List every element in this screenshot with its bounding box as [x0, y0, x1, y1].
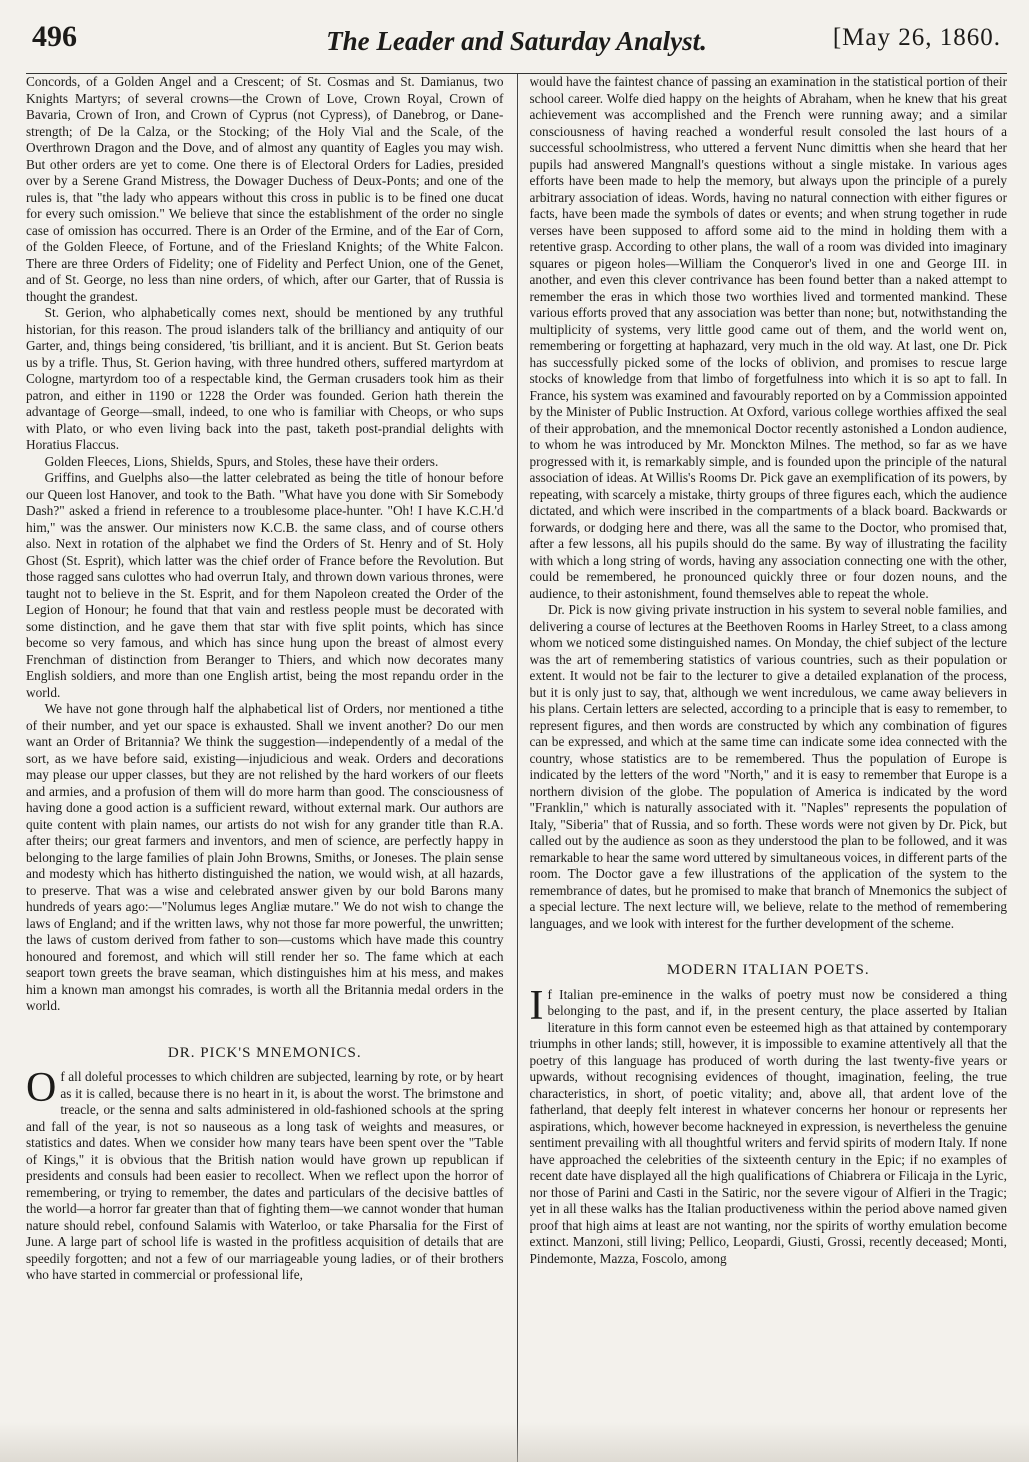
- issue-date: [May 26, 1860.: [832, 24, 1001, 51]
- page-number: 496: [32, 20, 77, 53]
- paragraph: We have not gone through half the alphabetical list of Orders, nor mentioned a tithe of their number, and yet our space is exhausted. Shall we invent another? Do our men want an Order of Britannia? We think the suggestion—independently of a medal of the sort, as we have before said, existing—injudicious and weak. Orders and decorations may please our upper classes, but they are not relished by the hard workers of our fleets and armies, and a profusion of them will do more harm than good. The consciousness of having done a good action is a sufficient reward, without external mark. Our authors are quite content with plain names, our artists do not wish for any grander title than R.A. after theirs; our great farmers and inventors, and men of science, are perfectly happy in belonging to the large families of plain John Browns, Smiths, or Joneses. The plain sense and modesty which has hitherto distinguished the nation, we would wish, at all hazards, to preserve. That was a wise and celebrated answer given by our bold Barons many hundreds of years ago:—"Nolumus leges Angliæ mutare." We do not wish to change the laws of England; and if the written laws, why not those far more powerful, the unwritten; the laws of custom derived from father to son—customs which have made this country honoured and foremost, and which will still render her so. The fame which at each seaport town greets the brave seaman, which distinguishes him at his mess, and makes him a known man amongst his comrades, is worth all the Britannia medal orders in the world.: [26, 701, 504, 1013]
- paragraph: would have the faintest chance of passing an examination in the statistical portion of their school career. Wolfe died happy on the heights of Abraham, when he knew that his great achievement was accomplished and the French were running away; and a similar consciousness of having reached a wonderful result consoled the last hours of a successful schoolmistress, who uttered a fervent Nunc dimittis when she heard that her pupils had answered Mangnall's questions without a single mistake. In various ages efforts have been made to help the memory, but always upon the principle of a purely arbitrary association of ideas. Words, having no natural connection with either figures or facts, have been made the symbols of dates or events; and when strung together in rude verses have been supposed to afford some aid to the mind in holding them with a retentive grasp. According to other plans, the wall of a room was divided into imaginary squares or pigeon holes—William the Conqueror's lived in one and George III. in another, and even this clever contrivance has been found better than a naked attempt to remember the eras in which those two worthies lived and tormented mankind. These various efforts proved that any association was better than none; but, notwithstanding the multiplicity of systems, very little good came out of them, and the world went on, remembering or forgetting at haphazard, very much in the old way. At last, one Dr. Pick has successfully picked some of the locks of oblivion, and promises to rescue large stocks of knowledge from that limbo of forgetfulness into which it is so apt to fall. In France, his system was examined and favourably reported on by a Commission appointed by the Minister of Public Instruction. At Oxford, various college worthies affixed the seal of their approbation, and the mnemonical Doctor recently astonished a London audience, to whom he was introduced by Mr. Monckton Milnes. The method, so far as we have progressed with it, is remarkably simple, and is founded upon the principle of the natural association of ideas. At Willis's Rooms Dr. Pick gave an exemplification of its powers, by repeating, with scarcely a mistake, thirty groups of three figures each, which the audience dictated, and which were inscribed in the compartments of a black board. Backwards or forwards, or dodging here and there, was all the same to the Doctor, who promised that, after a few lessons, all his pupils should do the same. By way of illustrating the facility with which a long string of words, having any association connecting one with the other, could be remembered, he pronounced quickly three or four dozen nouns, and the audience, to their astonishment, found themselves able to repeat the whole.: [529, 74, 1007, 601]
- paragraph: If Italian pre-eminence in the walks of poetry must now be considered a thing belonging to the past, and if, in the present century, the place asserted by Italian literature in this form cannot even be esteemed high as that attained by contemporary triumphs in other lands; still, however, it is impossible to examine attentively all that the poetry of this language has produced of worth during the last twenty-five years or upwards, without recognising evidences of thought, imagination, feeling, the true characteristics, in short, of poetic vitality; and, above all, that ardent love of the fatherland, that deeply felt interest in whatever concerns her honour or represents her aspirations, which, however become hackneyed in expression, is nevertheless the genuine sentiment prevailing with all thoughtful writers and fervid spirits of modern Italy. If none have approached the celebrities of the sixteenth century in the Epic; if no examples of recent date have displayed all the high qualifications of Chiabrera or Filicaja in the Lyric, nor those of Parini and Casti in the Satiric, nor the severe vigour of Alfieri in the Tragic; yet in all these walks has the Italian productiveness within the period above named given proof that high aims at least are not wanting, nor the spirits of worthy emulation become extinct. Manzoni, still living; Pellico, Leopardi, Giusti, Grossi, recently deceased; Monti, Pindemonte, Mazza, Foscolo, among: [529, 982, 1007, 1266]
- left-column: [26, 74, 504, 1462]
- paragraph: Dr. Pick is now giving private instruction in his system to several noble families, and delivering a course of lectures at the Beethoven Rooms in Harley Street, to a class among whom we noticed some distinguished names. On Monday, the chief subject of the lecture was the art of remembering statistics of various countries, such as their population or extent. It would not be fair to the lecturer to give a detailed explanation of the process, but it is only just to say, that, although we went incredulous, we came away believers in his plans. Certain letters are selected, according to a principle that is easy to remember, to represent figures, and then words are constructed by which any combination of figures can be expressed, and which at the same time can indicate some idea connected with the country, whose statistics are to be remembered. Thus the population of Europe is indicated by the letters of the word "North," and it is easy to remember that Europe is a northern division of the globe. The population of America is indicated by the word "Franklin," which is naturally associated with it. "Naples" represents the population of Italy, "Siberia" that of Russia, and so forth. These words were not given by Dr. Pick, but called out by the audience as soon as they understood the plan to be followed, and it was remarkable to hear the same word uttered by simultaneous voices, in different parts of the room. The Doctor gave a few illustrations of the application of the system to the remembrance of dates, but he promised to make that branch of Mnemonics the subject of a special lecture. The next lecture will, we believe, relate to the method of remembering languages, and we look with interest for the further development of the scheme.: [529, 602, 1007, 931]
- publication-title: The Leader and Saturday Analyst.: [326, 26, 707, 56]
- column-divider: [517, 74, 518, 1462]
- section-title-mnemonics: DR. PICK'S MNEMONICS.: [167, 1044, 362, 1061]
- right-column: [530, 74, 1008, 1462]
- paragraph: Griffins, and Guelphs also—the latter celebrated as being the title of honour before our Queen lost Hanover, and took to the Bath. "What have you done with Sir Somebody Dash?" asked a friend in reference to a troublesome place-hunter. "Oh! I have K.C.H.'d him," was the answer. Our ministers now K.C.B. the same class, and of course others also. Next in rotation of the alphabet we find the Orders of St. Henry and of St. Holy Ghost (St. Esprit), which latter was the chief order of France before the Revolution. But those ragged sans culottes who had overrun Italy, and thrown down various thrones, were taught not to believe in the St. Esprit, and for them Napoleon created the Order of the Legion of Honour; he found that that vain and restless people must be decorated with some distinction, and he gave them that star with five split points, which has since become so very famous, and which has since hung upon the breast of almost every Frenchman of distinction from Beranger to Thiers, and which now decorates many English soldiers, and more than one English artist, being the most repandu order in the world.: [26, 470, 504, 700]
- article-columns: [26, 74, 1007, 1462]
- paragraph: Golden Fleeces, Lions, Shields, Spurs, and Stoles, these have their orders.: [44, 453, 439, 469]
- section-title-italian-poets: MODERN ITALIAN POETS.: [666, 962, 870, 978]
- paragraph: Concords, of a Golden Angel and a Crescent; of St. Cosmas and St. Damianus, two Knights Martyrs; of several crowns—the Crown of Love, Crown Royal, Crown of Bavaria, Crown of Iron, and Crown of Cyprus (not Cypress), of Danebrog, or Dane-strength; of De la Calza, or the Stocking; of the Holy Vial and the Scale, of the Overthrown Dragon and the Dove, and of almost any quantity of Eagles you may wish. But other orders are yet to come. One there is of Electoral Orders for Ladies, presided over by a Serene Grand Mistress, the Dowager Duchess of Deux-Ponts; and one of the rules is, that "the lady who appears without this cross in public is to be fined one ducat for every such omission." We believe that since the establishment of the order no single case of omission has occurred. There is an Order of the Ermine, and of the Ear of Corn, of the Golden Fleece, of Fortune, and of the Friesland Knights; of the White Falcon. There are three Orders of Fidelity; one of Fidelity and Perfect Union, one of the Genet, and of St. George, no less than nine orders, of which, after our Garter, that of Russia is thought the grandest.: [26, 74, 504, 304]
- paragraph: St. Gerion, who alphabetically comes next, should be mentioned by any truthful historian, for this reason. The proud islanders talk of the brilliancy and antiquity of our Garter, and, things being considered, 'tis brilliant, and it is ancient. But St. Gerion beats us by a trifle. Thus, St. Gerion having, with three hundred others, suffered martyrdom at Cologne, martyrdom too of a respectable kind, the German crusaders took him as their patron, and either in 1190 or 1228 the Order was founded. Gerion hath therein the advantage of George—small, indeed, to one who is familiar with Cheops, or who sups with Plato, or who even living back into the past, taketh post-prandial delights with Horatius Flaccus.: [26, 305, 504, 452]
- paragraph: Of all doleful processes to which children are subjected, learning by rote, or by heart as it is called, because there is no heart in it, is about the worst. The brimstone and treacle, or the senna and salts administered in old-fashioned schools at the spring and fall of the year, is not so nauseous as a long task of weights and measures, or statistics and dates. When we consider how many tears have been spent over the "Table of Kings," it is obvious that the British nation would have grown up republican if presidents and consuls had been easier to recollect. When we reflect upon the horror of remembering, or trying to remember, the dates and particulars of the decisive battles of the world—a horror far greater than that of fighting them—we cannot wonder that human nature should rebel, confound Salamis with Waterloo, or take Pharsalia for the First of June. A large part of school life is wasted in the profitless acquisition of details that are speedily forgotten; and not a few of our marriageable young ladies, or of their brothers who have started in commercial or professional life,: [26, 1065, 504, 1282]
- page-header: [26, 18, 1007, 74]
